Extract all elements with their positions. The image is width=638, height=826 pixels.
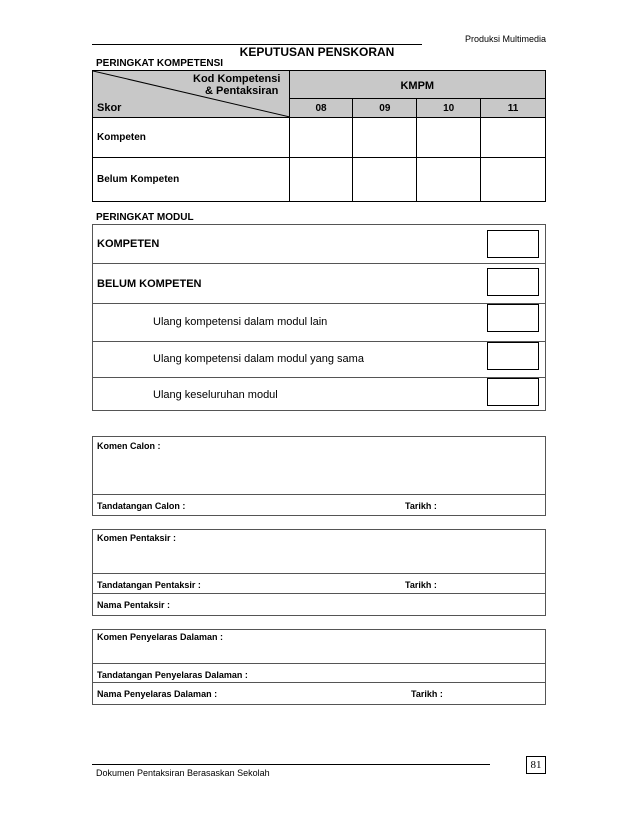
code-header: 11: [481, 99, 546, 118]
score-cell[interactable]: [481, 158, 546, 202]
score-cell[interactable]: [353, 158, 417, 202]
belum-kompeten-checkbox[interactable]: [487, 268, 539, 296]
diag-top-label: Kod Kompetensi: [193, 73, 281, 85]
option-label: Ulang keseluruhan modul: [153, 389, 278, 401]
row-divider: [93, 663, 545, 664]
tarikh-calon-label: Tarikh :: [405, 501, 437, 511]
code-header: 08: [289, 99, 353, 118]
option-checkbox[interactable]: [487, 304, 539, 332]
option-checkbox[interactable]: [487, 342, 539, 370]
row-divider: [93, 593, 545, 594]
tandatangan-pentaksir-label: Tandatangan Pentaksir :: [97, 580, 201, 590]
document-label: Produksi Multimedia: [464, 34, 546, 44]
code-header: 10: [417, 99, 481, 118]
row-divider: [93, 494, 545, 495]
option-label: Ulang kompetensi dalam modul yang sama: [153, 353, 364, 365]
footer-rule: [92, 764, 490, 765]
penyelaras-form: [92, 629, 546, 705]
komen-penyelaras-label: Komen Penyelaras Dalaman :: [97, 632, 224, 642]
calon-form: [92, 436, 546, 516]
diag-mid-label: & Pentaksiran: [205, 85, 279, 97]
komen-pentaksir-label: Komen Pentaksir :: [97, 533, 177, 543]
pentaksir-form: [92, 529, 546, 616]
section-title-module: PERINGKAT MODUL: [96, 212, 194, 223]
score-cell[interactable]: [417, 158, 481, 202]
row-divider: [93, 573, 545, 574]
nama-penyelaras-label: Nama Penyelaras Dalaman :: [97, 689, 218, 699]
kmpm-label: KMPM: [400, 79, 435, 92]
kompeten-checkbox[interactable]: [487, 230, 539, 258]
footer-text: Dokumen Pentaksiran Berasaskan Sekolah: [96, 768, 270, 778]
score-cell[interactable]: [289, 118, 353, 158]
row-divider: [93, 263, 545, 264]
nama-pentaksir-label: Nama Pentaksir :: [97, 600, 171, 610]
kmpm-header: [289, 71, 545, 99]
page-number: 81: [526, 756, 546, 774]
table-row: [93, 118, 546, 158]
option-checkbox[interactable]: [487, 378, 539, 406]
section-title-competency: PERINGKAT KOMPETENSI: [96, 58, 224, 69]
option-label: Ulang kompetensi dalam modul lain: [153, 316, 328, 328]
module-belum-kompeten-label: BELUM KOMPETEN: [97, 278, 202, 290]
diagonal-header-cell: [93, 71, 290, 118]
row-divider: [93, 377, 545, 378]
row-divider: [93, 682, 545, 683]
module-kompeten-label: KOMPETEN: [97, 238, 160, 250]
row-label-kompeten: Kompeten: [93, 118, 290, 158]
row-divider: [93, 341, 545, 342]
score-cell[interactable]: [289, 158, 353, 202]
row-label-belum-kompeten: Belum Kompeten: [93, 158, 290, 202]
page-title: KEPUTUSAN PENSKORAN: [239, 45, 395, 59]
score-cell[interactable]: [417, 118, 481, 158]
tandatangan-penyelaras-label: Tandatangan Penyelaras Dalaman :: [97, 670, 248, 680]
code-header: 09: [353, 99, 417, 118]
score-cell[interactable]: [353, 118, 417, 158]
row-divider: [93, 303, 545, 304]
module-table: [92, 224, 546, 411]
tarikh-pentaksir-label: Tarikh :: [405, 580, 437, 590]
tarikh-penyelaras-label: Tarikh :: [411, 689, 443, 699]
diag-bottom-label: Skor: [97, 102, 122, 114]
competency-table: [92, 70, 546, 202]
komen-calon-label: Komen Calon :: [97, 441, 161, 451]
table-row: [93, 158, 546, 202]
score-cell[interactable]: [481, 118, 546, 158]
tandatangan-calon-label: Tandatangan Calon :: [97, 501, 186, 511]
